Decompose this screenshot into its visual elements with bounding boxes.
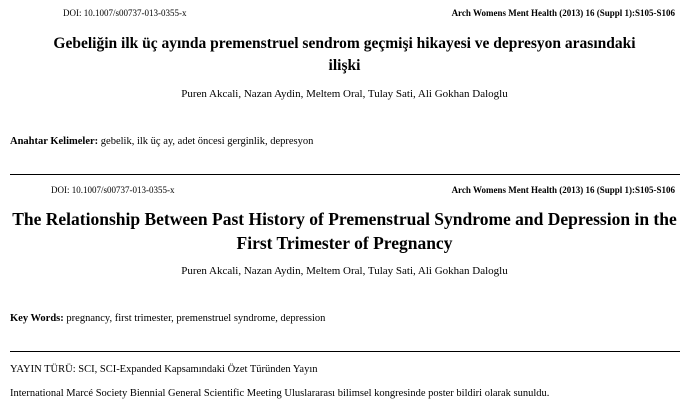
title-tr-line1: Gebeliğin ilk üç ayında premenstruel sendrom geçmişi hikayesi ve depresyon arasındaki: [53, 35, 636, 52]
keywords-text-en: pregnancy, first trimester, premenstruel syndrome, depression: [63, 313, 326, 324]
keywords-en: [10, 313, 325, 324]
journal-citation-tr: Arch Womens Ment Health (2013) 16 (Suppl 1):S105-S106: [451, 8, 675, 18]
conference-note: International Marcé Society Biennial General Scientific Meeting Uluslararası bilimsel kongresinde poster bildiri olarak sunuldu.: [10, 388, 550, 399]
title-tr: [0, 33, 689, 77]
keywords-label-tr: Anahtar Kelimeler:: [10, 136, 99, 147]
publication-type: YAYIN TÜRÜ: SCI, SCI-Expanded Kapsamındaki Özet Türünden Yayın: [10, 364, 318, 375]
title-en-line2: First Trimester of Pregnancy: [236, 233, 453, 253]
divider-2: [10, 351, 680, 352]
journal-citation-en: Arch Womens Ment Health (2013) 16 (Suppl 1):S105-S106: [451, 185, 675, 195]
keywords-tr: [10, 136, 313, 147]
doi-en: DOI: 10.1007/s00737-013-0355-x: [51, 185, 175, 195]
title-tr-line2: ilişki: [328, 57, 361, 74]
authors-en: Puren Akcali, Nazan Aydin, Meltem Oral, Tulay Sati, Ali Gokhan Daloglu: [181, 265, 508, 277]
doi-tr: DOI: 10.1007/s00737-013-0355-x: [63, 8, 187, 18]
title-en: [0, 207, 689, 255]
keywords-text-tr: gebelik, ilk üç ay, adet öncesi gerginlik, depresyon: [98, 136, 314, 147]
title-en-line1: The Relationship Between Past History of Premenstrual Syndrome and Depression in the: [12, 209, 677, 229]
divider-1: [10, 174, 680, 175]
keywords-label-en: Key Words:: [10, 313, 64, 324]
authors-tr: Puren Akcali, Nazan Aydin, Meltem Oral, Tulay Sati, Ali Gokhan Daloglu: [181, 88, 508, 100]
